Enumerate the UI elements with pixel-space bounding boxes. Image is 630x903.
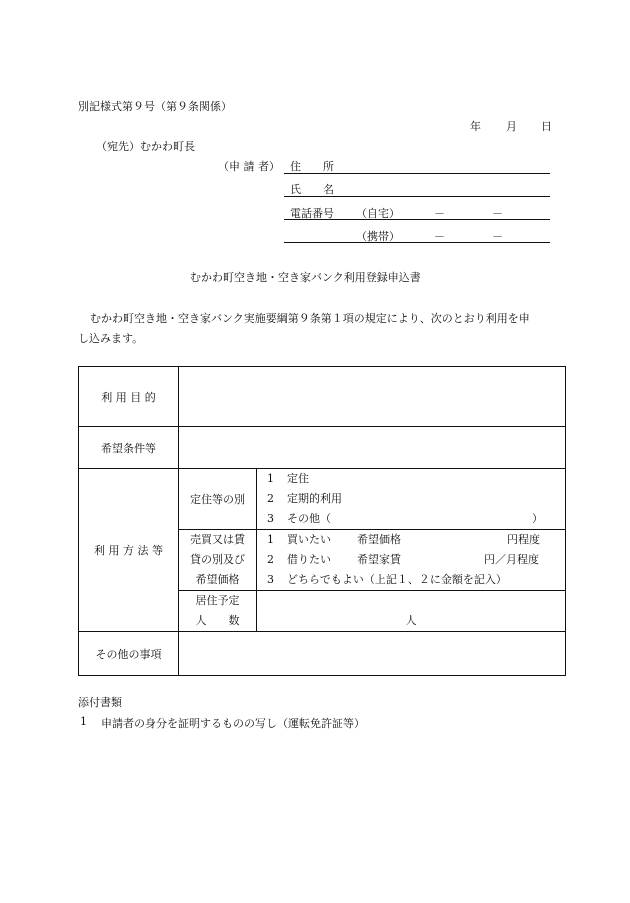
home-phone-line <box>284 219 550 220</box>
residence-option-1[interactable]: 1 定住 <box>267 472 309 485</box>
residence-type-options <box>257 469 566 530</box>
application-table <box>78 366 566 676</box>
addressee: （宛先）むかわ町長 <box>96 140 195 153</box>
attachment-num: 1 <box>80 715 87 728</box>
residence-option-3[interactable]: 3 その他（ ） <box>267 512 543 525</box>
mobile-phone-line <box>284 242 550 243</box>
sale-option-rent[interactable]: 2 借りたい 希望家賃 円／月程度 <box>267 553 539 566</box>
conditions-field[interactable] <box>179 427 566 469</box>
phone-label: 電話番号 <box>290 207 334 220</box>
date-month: 月 <box>506 120 517 133</box>
address-line <box>284 173 550 174</box>
sale-rent-label: 売買又は賃 貸の別及び 希望価格 <box>179 530 257 591</box>
mobile-label: （携帯） <box>356 230 400 243</box>
purpose-label: 利 用 目 的 <box>79 367 179 427</box>
residence-type-label: 定住等の別 <box>179 469 257 530</box>
conditions-label: 希望条件等 <box>79 427 179 469</box>
mobile-dash-1: － <box>434 230 445 243</box>
sale-rent-options <box>257 530 566 591</box>
form-number: 別記様式第９号（第９条関係） <box>78 100 232 113</box>
other-field[interactable] <box>179 632 566 676</box>
body-text-line1: むかわ町空き地・空き家バンク実施要綱第９条第１項の規定により、次のとおり利用を申 <box>90 312 530 325</box>
sale-option-either[interactable]: 3 どちらでもよい（上記１、２に金額を記入） <box>267 573 507 586</box>
method-label: 利 用 方 法 等 <box>79 469 179 632</box>
home-dash-1: － <box>434 207 445 220</box>
date-day: 日 <box>541 120 552 133</box>
residents-unit: 人 <box>405 614 417 627</box>
body-text-line2: し込みます。 <box>78 332 144 345</box>
applicant-label: （申 請 者） <box>218 160 280 173</box>
residence-option-2[interactable]: 2 定期的利用 <box>267 492 342 505</box>
attachment-item: 申請者の身分を証明するものの写し（運転免許証等） <box>101 717 365 730</box>
sale-option-buy[interactable]: 1 買いたい 希望価格 円程度 <box>267 533 540 546</box>
home-label: （自宅） <box>356 207 400 220</box>
mobile-dash-2: － <box>492 230 503 243</box>
name-label: 氏 名 <box>290 183 334 196</box>
home-dash-2: － <box>492 207 503 220</box>
document-title: むかわ町空き地・空き家バンク利用登録申込書 <box>190 271 421 284</box>
purpose-field[interactable] <box>179 367 566 427</box>
address-label: 住 所 <box>290 160 334 173</box>
residents-label: 居住予定 人 数 <box>179 591 257 632</box>
name-line <box>284 196 550 197</box>
date-year: 年 <box>470 120 481 133</box>
residents-field[interactable] <box>257 591 566 632</box>
attachments-heading: 添付書類 <box>78 696 122 709</box>
other-label: その他の事項 <box>79 632 179 676</box>
